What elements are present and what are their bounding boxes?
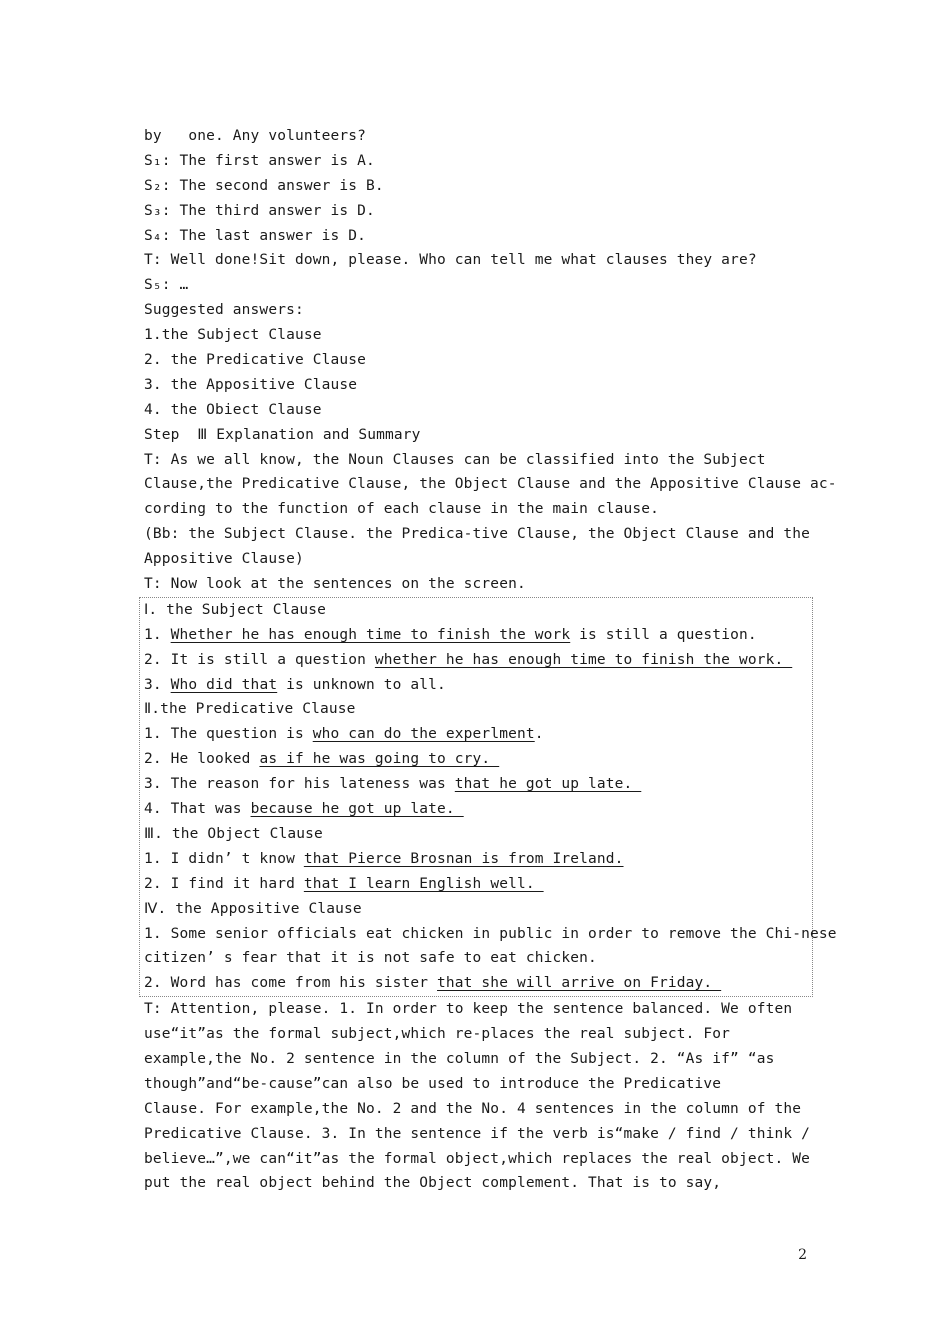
sentence-text: 2. He looked <box>144 751 260 768</box>
text-line: cording to the function of each clause in the main clause. <box>144 501 660 518</box>
underlined-clause: because he got up late. <box>250 801 464 818</box>
example-sentence <box>144 623 812 648</box>
text-line: use“it”as the formal subject,which re-places the real subject. For <box>144 1026 731 1043</box>
example-sentence <box>144 797 812 822</box>
underlined-clause: Who did that <box>170 676 278 693</box>
example-sentence <box>144 772 812 797</box>
text-line: S₄: The last answer is D. <box>144 227 366 244</box>
text-line: believe…”,we can“it”as the formal object,which replaces the real object. We <box>144 1150 810 1167</box>
example-sentence <box>144 673 812 698</box>
sentence-text: 1. I didn’ t know <box>144 850 304 867</box>
sentence-text: . <box>534 726 544 743</box>
page-number: 2 <box>798 1247 807 1263</box>
text-line: put the real object behind the Object complement. That is to say, <box>144 1175 722 1192</box>
text-line: by one. Any volunteers? <box>144 128 366 144</box>
text-line: Clause. For example,the No. 2 and the No. 4 sentences in the column of the <box>144 1100 802 1117</box>
text-line: S₁: The first answer is A. <box>144 152 375 169</box>
section-heading: Ⅰ. the Subject Clause <box>144 601 327 618</box>
sentence-text: 2. It is still a question <box>144 651 375 668</box>
text-line: 1.the Subject Clause <box>144 327 322 344</box>
underlined-clause: Whether he has enough time to finish the work <box>170 626 571 643</box>
example-sentence: 1. Some senior officials eat chicken in public in order to remove the Chi-nese <box>144 925 837 942</box>
underlined-clause: that he got up late. <box>454 776 642 793</box>
sentence-text: 1. <box>144 626 171 643</box>
intro-section <box>144 124 837 597</box>
section-heading: Ⅱ.the Predicative Clause <box>144 701 356 718</box>
underlined-clause: as if he was going to cry. <box>259 751 500 768</box>
text-line: T: As we all know, the Noun Clauses can be classified into the Subject <box>144 451 766 468</box>
text-line: T: Now look at the sentences on the screen. <box>144 576 526 593</box>
text-line: 4. the Obiect Clause <box>144 401 322 418</box>
example-sentence <box>144 722 812 747</box>
section-heading: Ⅳ. the Appositive Clause <box>144 900 362 917</box>
text-line: S₃: The third answer is D. <box>144 202 375 219</box>
underlined-clause: that I learn English well. <box>303 875 544 892</box>
text-line: Suggested answers: <box>144 302 304 319</box>
text-line: T: Attention, please. 1. In order to keep the sentence balanced. We often <box>144 1001 793 1018</box>
example-sentence: citizen’ s fear that it is not safe to eat chicken. <box>144 950 597 967</box>
text-line: Step Ⅲ Explanation and Summary <box>144 426 421 443</box>
text-line: Appositive Clause) <box>144 551 304 568</box>
sentence-text: 4. That was <box>144 801 251 818</box>
text-line: 3. the Appositive Clause <box>144 376 358 393</box>
example-sentence <box>144 847 812 872</box>
page-content <box>144 124 837 1196</box>
text-line: T: Well done!Sit down, please. Who can tell me what clauses they are? <box>144 252 757 269</box>
sentence-text: 3. The reason for his lateness was <box>144 776 455 793</box>
example-sentences-box <box>139 597 837 997</box>
text-line: S₅: … <box>144 277 189 294</box>
example-sentence <box>144 971 812 996</box>
underlined-clause: whether he has enough time to finish the work. <box>374 651 793 668</box>
sentence-text: 1. The question is <box>144 726 313 743</box>
section-heading: Ⅲ. the Object Clause <box>144 825 323 842</box>
sentence-text: is still a question. <box>570 626 757 643</box>
example-sentence <box>144 872 812 897</box>
sentence-text: 2. Word has come from his sister <box>144 975 438 992</box>
outro-section <box>144 997 814 1196</box>
text-line: 2. the Predicative Clause <box>144 352 366 369</box>
sentence-text: is unknown to all. <box>277 676 446 693</box>
text-line: Predicative Clause. 3. In the sentence if the verb is“make / find / think / <box>144 1125 810 1142</box>
text-line: though”and“be-cause”can also be used to introduce the Predicative <box>144 1075 722 1092</box>
underlined-clause: that she will arrive on Friday. <box>437 975 722 992</box>
example-sentence <box>144 747 812 772</box>
underlined-clause: who can do the experlment <box>312 726 535 743</box>
text-line: (Bb: the Subject Clause. the Predica-tive Clause, the Object Clause and the <box>144 526 810 543</box>
underlined-clause: that Pierce Brosnan is from Ireland. <box>303 850 624 867</box>
text-line: Clause,the Predicative Clause, the Object Clause and the Appositive Clause ac- <box>144 476 837 493</box>
sentence-text: 2. I find it hard <box>144 875 304 892</box>
example-sentence <box>144 648 812 673</box>
sentence-text: 3. <box>144 676 171 693</box>
text-line: example,the No. 2 sentence in the column of the Subject. 2. “As if” “as <box>144 1050 775 1067</box>
text-line: S₂: The second answer is B. <box>144 177 384 194</box>
